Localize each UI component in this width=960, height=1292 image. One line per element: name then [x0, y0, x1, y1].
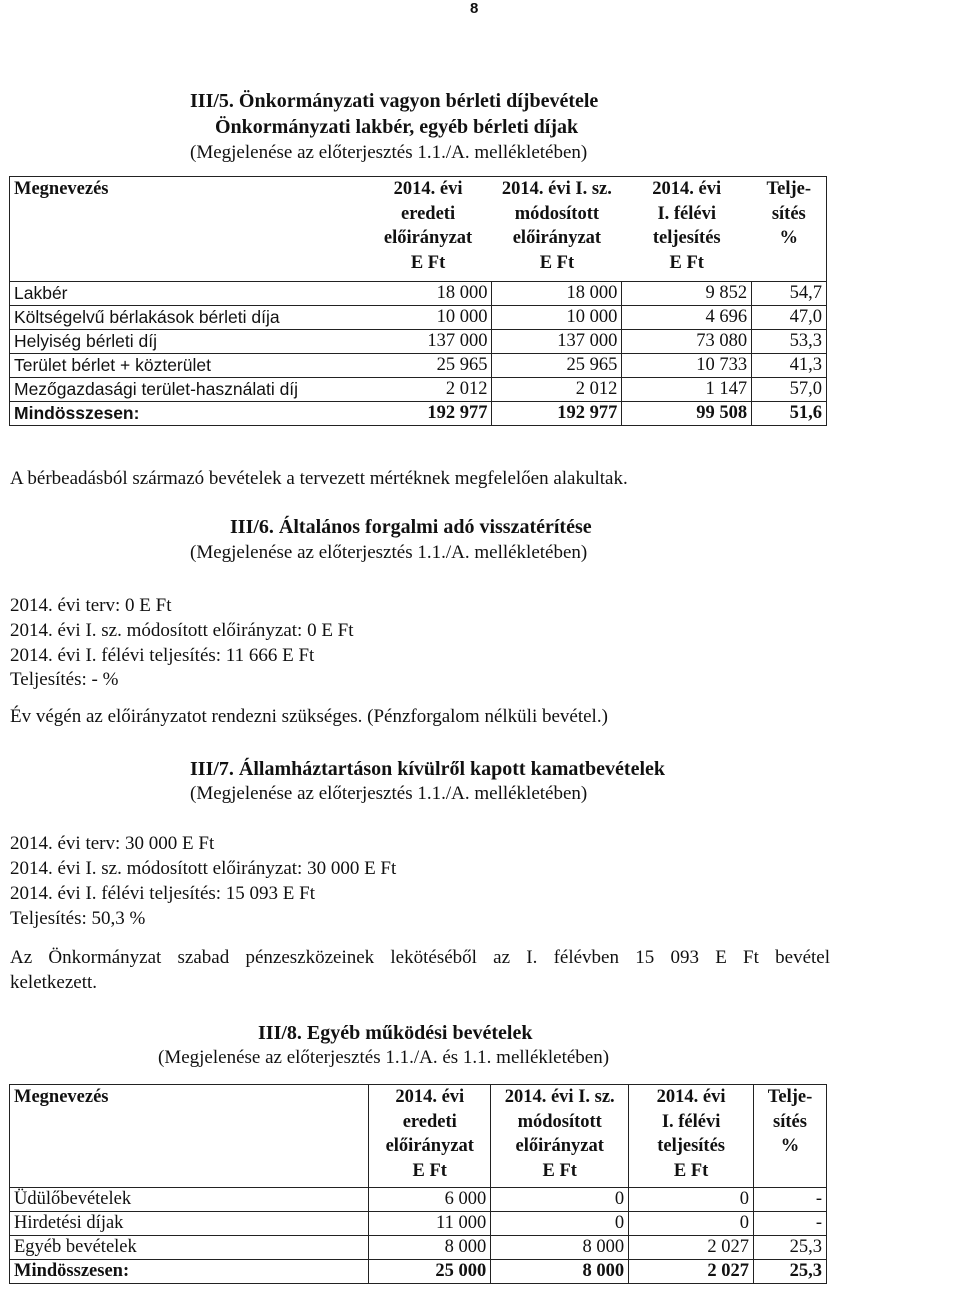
header-col3: 2014. évi I. félévi teljesítés E Ft — [652, 179, 722, 273]
table-row: Költségelvű bérlakások bérleti díja 10 000 10 000 4 696 47,0 — [10, 306, 827, 330]
section7-line: 2014. évi I. sz. módosított előirányzat: 30 000 E Ft — [10, 858, 397, 879]
section5-title: III/5. Önkormányzati vagyon bérleti díjbevétele — [190, 90, 599, 112]
table-total-row: Mindösszesen: 25 000 8 000 2 027 25,3 — [10, 1260, 827, 1284]
table-row: Hirdetési díjak 11 000 0 0 - — [10, 1212, 827, 1236]
section7-after-line1: Az Önkormányzat szabad pénzeszközeinek lekötéséből az I. félévben 15 093 E Ft bevétel — [10, 947, 830, 968]
header-col3: 2014. évi I. félévi teljesítés E Ft — [629, 1085, 754, 1188]
header-name: Megnevezés — [14, 1087, 109, 1107]
section6-note: (Megjelenése az előterjesztés 1.1./A. mellékletében) — [190, 542, 588, 563]
table-header-row — [10, 177, 827, 282]
section7-note: (Megjelenése az előterjesztés 1.1./A. mellékletében) — [190, 783, 588, 804]
header-col2: 2014. évi I. sz. módosított előirányzat E Ft — [501, 179, 612, 273]
section7-title: III/7. Államháztartáson kívülről kapott kamatbevételek — [190, 758, 665, 780]
header-name: Megnevezés — [14, 179, 109, 199]
section7-line: 2014. évi I. félévi teljesítés: 15 093 E Ft — [10, 883, 316, 904]
table-row: Üdülőbevételek 6 000 0 0 - — [10, 1188, 827, 1212]
rent-income-table — [9, 176, 827, 426]
section6-after-text: Év végén az előirányzatot rendezni szükséges. (Pénzforgalom nélküli bevétel.) — [10, 706, 608, 727]
table-row: Helyiség bérleti díj 137 000 137 000 73 080 53,3 — [10, 330, 827, 354]
section5-note: (Megjelenése az előterjesztés 1.1./A. mellékletében) — [190, 142, 588, 163]
section7-after-line2: keletkezett. — [10, 972, 98, 993]
header-col4: Telje- sítés % — [754, 1085, 827, 1188]
table-row: Terület bérlet + közterület 25 965 25 965 10 733 41,3 — [10, 354, 827, 378]
section6-line: Teljesítés: - % — [10, 669, 119, 690]
section5-subtitle: Önkormányzati lakbér, egyéb bérleti díjak — [215, 116, 579, 138]
header-col2: 2014. évi I. sz. módosított előirányzat E Ft — [491, 1085, 629, 1188]
section6-line: 2014. évi I. sz. módosított előirányzat: 0 E Ft — [10, 620, 354, 641]
section6-line: 2014. évi terv: 0 E Ft — [10, 595, 172, 616]
section7-line: Teljesítés: 50,3 % — [10, 908, 146, 929]
other-income-table — [9, 1084, 827, 1284]
table-row: Mezőgazdasági terület-használati díj 2 012 2 012 1 147 57,0 — [10, 378, 827, 402]
section6-line: 2014. évi I. félévi teljesítés: 11 666 E Ft — [10, 645, 315, 666]
table-row: Lakbér 18 000 18 000 9 852 54,7 — [10, 282, 827, 306]
section6-title: III/6. Általános forgalmi adó visszatérítése — [230, 516, 592, 538]
section7-line: 2014. évi terv: 30 000 E Ft — [10, 833, 215, 854]
section8-title: III/8. Egyéb működési bevételek — [258, 1022, 533, 1044]
header-col4: Telje- sítés % — [766, 179, 812, 248]
table-header-row — [10, 1085, 827, 1188]
table-row: Egyéb bevételek 8 000 8 000 2 027 25,3 — [10, 1236, 827, 1260]
table-total-row: Mindösszesen: 192 977 192 977 99 508 51,6 — [10, 402, 827, 426]
section8-note: (Megjelenése az előterjesztés 1.1./A. és 1.1. mellékletében) — [158, 1047, 610, 1068]
header-col1: 2014. évi eredeti előirányzat E Ft — [369, 1085, 491, 1188]
section5-after-text: A bérbeadásból származó bevételek a tervezett mértéknek megfelelően alakultak. — [10, 468, 628, 489]
header-col1: 2014. évi eredeti előirányzat E Ft — [383, 179, 473, 273]
page-number: 8 — [470, 0, 479, 17]
